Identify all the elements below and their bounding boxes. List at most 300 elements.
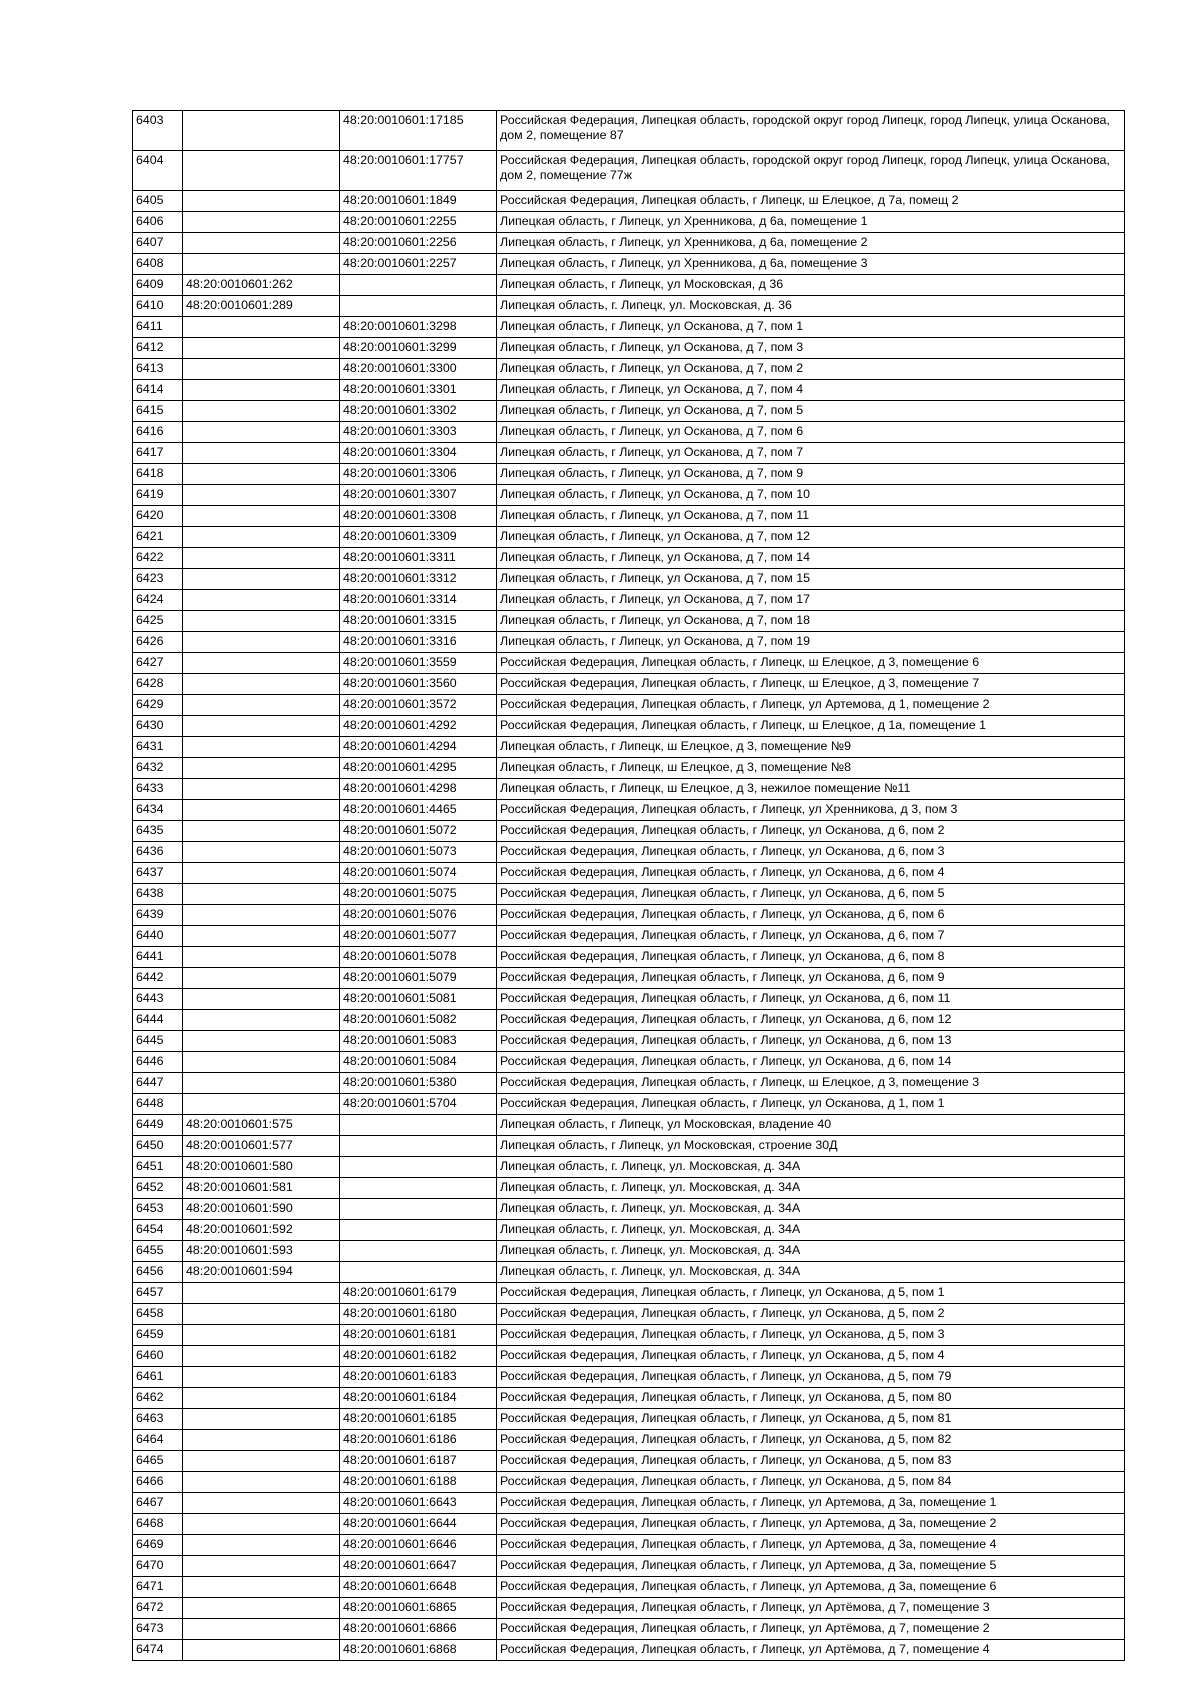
parcel-cadastral-number-cell xyxy=(183,1409,340,1430)
parcel-cadastral-number-cell xyxy=(183,968,340,989)
address-cell: Российская Федерация, Липецкая область, г Липецк, ш Елецкое, д 3, помещение 3 xyxy=(497,1073,1125,1094)
parcel-cadastral-number-cell xyxy=(183,254,340,275)
room-cadastral-number-cell xyxy=(340,296,497,317)
row-number-cell: 6418 xyxy=(133,464,183,485)
table-row xyxy=(133,1220,1125,1241)
address-cell: Российская Федерация, Липецкая область, г Липецк, ул Артёмова, д 7, помещение 2 xyxy=(497,1619,1125,1640)
parcel-cadastral-number-cell xyxy=(183,863,340,884)
parcel-cadastral-number-cell xyxy=(183,317,340,338)
room-cadastral-number-cell: 48:20:0010601:6646 xyxy=(340,1535,497,1556)
parcel-cadastral-number-cell xyxy=(183,989,340,1010)
row-number-cell: 6443 xyxy=(133,989,183,1010)
room-cadastral-number-cell xyxy=(340,1136,497,1157)
parcel-cadastral-number-cell xyxy=(183,233,340,254)
address-cell: Российская Федерация, Липецкая область, г Липецк, ул Осканова, д 5, пом 84 xyxy=(497,1472,1125,1493)
parcel-cadastral-number-cell xyxy=(183,1304,340,1325)
row-number-cell: 6428 xyxy=(133,674,183,695)
parcel-cadastral-number-cell xyxy=(183,1493,340,1514)
table-row xyxy=(133,926,1125,947)
row-number-cell: 6438 xyxy=(133,884,183,905)
address-cell: Российская Федерация, Липецкая область, г Липецк, ул Осканова, д 6, пом 7 xyxy=(497,926,1125,947)
row-number-cell: 6430 xyxy=(133,716,183,737)
row-number-cell: 6453 xyxy=(133,1199,183,1220)
address-cell: Липецкая область, г Липецк, ул Осканова, д 7, пом 3 xyxy=(497,338,1125,359)
row-number-cell: 6411 xyxy=(133,317,183,338)
parcel-cadastral-number-cell xyxy=(183,111,340,151)
row-number-cell: 6458 xyxy=(133,1304,183,1325)
table-row xyxy=(133,233,1125,254)
table-row xyxy=(133,111,1125,151)
address-cell: Российская Федерация, Липецкая область, г Липецк, ул Осканова, д 6, пом 14 xyxy=(497,1052,1125,1073)
row-number-cell: 6441 xyxy=(133,947,183,968)
room-cadastral-number-cell: 48:20:0010601:3306 xyxy=(340,464,497,485)
room-cadastral-number-cell: 48:20:0010601:6187 xyxy=(340,1451,497,1472)
parcel-cadastral-number-cell xyxy=(183,191,340,212)
parcel-cadastral-number-cell xyxy=(183,1010,340,1031)
table-row xyxy=(133,1262,1125,1283)
room-cadastral-number-cell: 48:20:0010601:3559 xyxy=(340,653,497,674)
parcel-cadastral-number-cell xyxy=(183,1514,340,1535)
row-number-cell: 6434 xyxy=(133,800,183,821)
address-cell: Российская Федерация, Липецкая область, г Липецк, ул Осканова, д 6, пом 2 xyxy=(497,821,1125,842)
room-cadastral-number-cell: 48:20:0010601:3312 xyxy=(340,569,497,590)
table-row xyxy=(133,695,1125,716)
table-row xyxy=(133,191,1125,212)
room-cadastral-number-cell: 48:20:0010601:3304 xyxy=(340,443,497,464)
table-row xyxy=(133,1283,1125,1304)
address-cell: Российская Федерация, Липецкая область, г Липецк, ул Артемова, д 3а, помещение 2 xyxy=(497,1514,1125,1535)
table-row xyxy=(133,968,1125,989)
row-number-cell: 6406 xyxy=(133,212,183,233)
room-cadastral-number-cell: 48:20:0010601:3309 xyxy=(340,527,497,548)
room-cadastral-number-cell: 48:20:0010601:4298 xyxy=(340,779,497,800)
row-number-cell: 6466 xyxy=(133,1472,183,1493)
room-cadastral-number-cell: 48:20:0010601:6866 xyxy=(340,1619,497,1640)
parcel-cadastral-number-cell xyxy=(183,1367,340,1388)
room-cadastral-number-cell: 48:20:0010601:5076 xyxy=(340,905,497,926)
room-cadastral-number-cell xyxy=(340,1157,497,1178)
parcel-cadastral-number-cell xyxy=(183,590,340,611)
row-number-cell: 6439 xyxy=(133,905,183,926)
room-cadastral-number-cell: 48:20:0010601:17757 xyxy=(340,151,497,191)
row-number-cell: 6472 xyxy=(133,1598,183,1619)
address-cell: Российская Федерация, Липецкая область, г Липецк, ул Осканова, д 6, пом 13 xyxy=(497,1031,1125,1052)
table-row xyxy=(133,1430,1125,1451)
table-row xyxy=(133,1052,1125,1073)
row-number-cell: 6464 xyxy=(133,1430,183,1451)
address-cell: Российская Федерация, Липецкая область, г Липецк, ул Осканова, д 5, пом 3 xyxy=(497,1325,1125,1346)
address-cell: Липецкая область, г Липецк, ул Осканова, д 7, пом 7 xyxy=(497,443,1125,464)
parcel-cadastral-number-cell xyxy=(183,464,340,485)
row-number-cell: 6426 xyxy=(133,632,183,653)
row-number-cell: 6470 xyxy=(133,1556,183,1577)
address-cell: Российская Федерация, Липецкая область, г Липецк, ул Артемова, д 1, помещение 2 xyxy=(497,695,1125,716)
parcel-cadastral-number-cell xyxy=(183,821,340,842)
room-cadastral-number-cell: 48:20:0010601:3301 xyxy=(340,380,497,401)
address-cell: Российская Федерация, Липецкая область, г Липецк, ул Осканова, д 5, пом 82 xyxy=(497,1430,1125,1451)
parcel-cadastral-number-cell xyxy=(183,212,340,233)
room-cadastral-number-cell xyxy=(340,1199,497,1220)
parcel-cadastral-number-cell: 48:20:0010601:580 xyxy=(183,1157,340,1178)
table-row xyxy=(133,1157,1125,1178)
room-cadastral-number-cell: 48:20:0010601:5704 xyxy=(340,1094,497,1115)
room-cadastral-number-cell xyxy=(340,1262,497,1283)
address-cell: Российская Федерация, Липецкая область, г Липецк, ул Осканова, д 6, пом 12 xyxy=(497,1010,1125,1031)
row-number-cell: 6414 xyxy=(133,380,183,401)
row-number-cell: 6403 xyxy=(133,111,183,151)
room-cadastral-number-cell: 48:20:0010601:4465 xyxy=(340,800,497,821)
address-cell: Российская Федерация, Липецкая область, г Липецк, ул Осканова, д 6, пом 3 xyxy=(497,842,1125,863)
address-cell: Липецкая область, г Липецк, ул Осканова, д 7, пом 11 xyxy=(497,506,1125,527)
row-number-cell: 6436 xyxy=(133,842,183,863)
room-cadastral-number-cell: 48:20:0010601:5077 xyxy=(340,926,497,947)
room-cadastral-number-cell: 48:20:0010601:3560 xyxy=(340,674,497,695)
room-cadastral-number-cell: 48:20:0010601:6182 xyxy=(340,1346,497,1367)
row-number-cell: 6412 xyxy=(133,338,183,359)
address-cell: Российская Федерация, Липецкая область, г Липецк, ул Осканова, д 6, пом 4 xyxy=(497,863,1125,884)
parcel-cadastral-number-cell xyxy=(183,338,340,359)
row-number-cell: 6440 xyxy=(133,926,183,947)
room-cadastral-number-cell: 48:20:0010601:6186 xyxy=(340,1430,497,1451)
room-cadastral-number-cell: 48:20:0010601:3303 xyxy=(340,422,497,443)
parcel-cadastral-number-cell: 48:20:0010601:262 xyxy=(183,275,340,296)
address-cell: Липецкая область, г. Липецк, ул. Московская, д. 34А xyxy=(497,1178,1125,1199)
table-row xyxy=(133,275,1125,296)
address-cell: Липецкая область, г. Липецк, ул. Московская, д. 34А xyxy=(497,1262,1125,1283)
row-number-cell: 6473 xyxy=(133,1619,183,1640)
address-cell: Липецкая область, г Липецк, ул Московская, владение 40 xyxy=(497,1115,1125,1136)
property-table-body xyxy=(133,111,1125,1661)
address-cell: Российская Федерация, Липецкая область, г Липецк, ул Осканова, д 5, пом 1 xyxy=(497,1283,1125,1304)
address-cell: Липецкая область, г Липецк, ш Елецкое, д 3, помещение №9 xyxy=(497,737,1125,758)
room-cadastral-number-cell xyxy=(340,1241,497,1262)
row-number-cell: 6419 xyxy=(133,485,183,506)
parcel-cadastral-number-cell xyxy=(183,1094,340,1115)
table-row xyxy=(133,569,1125,590)
table-row xyxy=(133,1199,1125,1220)
address-cell: Липецкая область, г Липецк, ул Осканова, д 7, пом 17 xyxy=(497,590,1125,611)
row-number-cell: 6409 xyxy=(133,275,183,296)
row-number-cell: 6435 xyxy=(133,821,183,842)
room-cadastral-number-cell: 48:20:0010601:6644 xyxy=(340,1514,497,1535)
room-cadastral-number-cell: 48:20:0010601:5072 xyxy=(340,821,497,842)
address-cell: Российская Федерация, Липецкая область, г Липецк, ул Осканова, д 5, пом 4 xyxy=(497,1346,1125,1367)
address-cell: Липецкая область, г Липецк, ул Осканова, д 7, пом 15 xyxy=(497,569,1125,590)
row-number-cell: 6407 xyxy=(133,233,183,254)
table-row xyxy=(133,611,1125,632)
row-number-cell: 6450 xyxy=(133,1136,183,1157)
address-cell: Российская Федерация, Липецкая область, г Липецк, ш Елецкое, д 3, помещение 6 xyxy=(497,653,1125,674)
room-cadastral-number-cell: 48:20:0010601:4294 xyxy=(340,737,497,758)
table-row xyxy=(133,1640,1125,1661)
parcel-cadastral-number-cell xyxy=(183,1535,340,1556)
parcel-cadastral-number-cell: 48:20:0010601:590 xyxy=(183,1199,340,1220)
address-cell: Липецкая область, г. Липецк, ул. Московская, д. 34А xyxy=(497,1220,1125,1241)
parcel-cadastral-number-cell: 48:20:0010601:592 xyxy=(183,1220,340,1241)
parcel-cadastral-number-cell xyxy=(183,1619,340,1640)
row-number-cell: 6456 xyxy=(133,1262,183,1283)
parcel-cadastral-number-cell xyxy=(183,1388,340,1409)
address-cell: Липецкая область, г Липецк, ул Хренникова, д 6а, помещение 3 xyxy=(497,254,1125,275)
parcel-cadastral-number-cell xyxy=(183,653,340,674)
address-cell: Липецкая область, г Липецк, ул Осканова, д 7, пом 9 xyxy=(497,464,1125,485)
address-cell: Российская Федерация, Липецкая область, г Липецк, ул Осканова, д 5, пом 80 xyxy=(497,1388,1125,1409)
room-cadastral-number-cell: 48:20:0010601:3307 xyxy=(340,485,497,506)
parcel-cadastral-number-cell xyxy=(183,1430,340,1451)
room-cadastral-number-cell: 48:20:0010601:6648 xyxy=(340,1577,497,1598)
table-row xyxy=(133,737,1125,758)
table-row xyxy=(133,212,1125,233)
parcel-cadastral-number-cell xyxy=(183,443,340,464)
room-cadastral-number-cell xyxy=(340,1220,497,1241)
parcel-cadastral-number-cell xyxy=(183,401,340,422)
row-number-cell: 6421 xyxy=(133,527,183,548)
parcel-cadastral-number-cell xyxy=(183,506,340,527)
address-cell: Российская Федерация, Липецкая область, г Липецк, ул Осканова, д 5, пом 81 xyxy=(497,1409,1125,1430)
table-row xyxy=(133,1388,1125,1409)
address-cell: Российская Федерация, Липецкая область, г Липецк, ш Елецкое, д 1а, помещение 1 xyxy=(497,716,1125,737)
address-cell: Российская Федерация, Липецкая область, г Липецк, ул Артёмова, д 7, помещение 4 xyxy=(497,1640,1125,1661)
parcel-cadastral-number-cell xyxy=(183,611,340,632)
parcel-cadastral-number-cell xyxy=(183,422,340,443)
table-row xyxy=(133,1577,1125,1598)
table-row xyxy=(133,1031,1125,1052)
table-row xyxy=(133,338,1125,359)
row-number-cell: 6455 xyxy=(133,1241,183,1262)
address-cell: Липецкая область, г Липецк, ул Осканова, д 7, пом 12 xyxy=(497,527,1125,548)
room-cadastral-number-cell: 48:20:0010601:2256 xyxy=(340,233,497,254)
row-number-cell: 6427 xyxy=(133,653,183,674)
parcel-cadastral-number-cell xyxy=(183,359,340,380)
parcel-cadastral-number-cell: 48:20:0010601:594 xyxy=(183,1262,340,1283)
row-number-cell: 6405 xyxy=(133,191,183,212)
table-row xyxy=(133,590,1125,611)
room-cadastral-number-cell xyxy=(340,275,497,296)
room-cadastral-number-cell: 48:20:0010601:17185 xyxy=(340,111,497,151)
address-cell: Липецкая область, г Липецк, ул Осканова, д 7, пом 5 xyxy=(497,401,1125,422)
address-cell: Российская Федерация, Липецкая область, г Липецк, ул Осканова, д 5, пом 79 xyxy=(497,1367,1125,1388)
parcel-cadastral-number-cell xyxy=(183,1283,340,1304)
address-cell: Российская Федерация, Липецкая область, г Липецк, ул Осканова, д 6, пом 9 xyxy=(497,968,1125,989)
row-number-cell: 6416 xyxy=(133,422,183,443)
row-number-cell: 6449 xyxy=(133,1115,183,1136)
table-row xyxy=(133,632,1125,653)
room-cadastral-number-cell: 48:20:0010601:5074 xyxy=(340,863,497,884)
row-number-cell: 6437 xyxy=(133,863,183,884)
row-number-cell: 6452 xyxy=(133,1178,183,1199)
address-cell: Российская Федерация, Липецкая область, г Липецк, ул Осканова, д 6, пом 8 xyxy=(497,947,1125,968)
table-row xyxy=(133,359,1125,380)
table-row xyxy=(133,905,1125,926)
parcel-cadastral-number-cell xyxy=(183,1556,340,1577)
table-row xyxy=(133,254,1125,275)
table-row xyxy=(133,1619,1125,1640)
room-cadastral-number-cell: 48:20:0010601:1849 xyxy=(340,191,497,212)
address-cell: Липецкая область, г Липецк, ул Осканова, д 7, пом 10 xyxy=(497,485,1125,506)
row-number-cell: 6467 xyxy=(133,1493,183,1514)
address-cell: Липецкая область, г Липецк, ш Елецкое, д 3, помещение №8 xyxy=(497,758,1125,779)
row-number-cell: 6420 xyxy=(133,506,183,527)
parcel-cadastral-number-cell xyxy=(183,926,340,947)
room-cadastral-number-cell: 48:20:0010601:3308 xyxy=(340,506,497,527)
parcel-cadastral-number-cell xyxy=(183,674,340,695)
address-cell: Липецкая область, г. Липецк, ул. Московская, д. 34А xyxy=(497,1241,1125,1262)
table-row xyxy=(133,821,1125,842)
table-row xyxy=(133,1094,1125,1115)
room-cadastral-number-cell: 48:20:0010601:2255 xyxy=(340,212,497,233)
table-row xyxy=(133,716,1125,737)
table-row xyxy=(133,506,1125,527)
row-number-cell: 6471 xyxy=(133,1577,183,1598)
address-cell: Российская Федерация, Липецкая область, г Липецк, ул Осканова, д 1, пом 1 xyxy=(497,1094,1125,1115)
address-cell: Российская Федерация, Липецкая область, г Липецк, ул Осканова, д 6, пом 11 xyxy=(497,989,1125,1010)
table-row xyxy=(133,1409,1125,1430)
row-number-cell: 6451 xyxy=(133,1157,183,1178)
parcel-cadastral-number-cell xyxy=(183,800,340,821)
room-cadastral-number-cell: 48:20:0010601:6188 xyxy=(340,1472,497,1493)
room-cadastral-number-cell: 48:20:0010601:6868 xyxy=(340,1640,497,1661)
row-number-cell: 6433 xyxy=(133,779,183,800)
row-number-cell: 6462 xyxy=(133,1388,183,1409)
room-cadastral-number-cell: 48:20:0010601:6865 xyxy=(340,1598,497,1619)
address-cell: Российская Федерация, Липецкая область, г Липецк, ул Артемова, д 3а, помещение 5 xyxy=(497,1556,1125,1577)
room-cadastral-number-cell: 48:20:0010601:2257 xyxy=(340,254,497,275)
table-row xyxy=(133,548,1125,569)
address-cell: Липецкая область, г Липецк, ул Московская, строение 30Д xyxy=(497,1136,1125,1157)
address-cell: Российская Федерация, Липецкая область, г Липецк, ул Артемова, д 3а, помещение 1 xyxy=(497,1493,1125,1514)
table-row xyxy=(133,1472,1125,1493)
row-number-cell: 6417 xyxy=(133,443,183,464)
row-number-cell: 6446 xyxy=(133,1052,183,1073)
parcel-cadastral-number-cell xyxy=(183,884,340,905)
parcel-cadastral-number-cell: 48:20:0010601:581 xyxy=(183,1178,340,1199)
row-number-cell: 6445 xyxy=(133,1031,183,1052)
row-number-cell: 6460 xyxy=(133,1346,183,1367)
parcel-cadastral-number-cell xyxy=(183,947,340,968)
room-cadastral-number-cell: 48:20:0010601:5380 xyxy=(340,1073,497,1094)
table-row xyxy=(133,884,1125,905)
parcel-cadastral-number-cell xyxy=(183,779,340,800)
parcel-cadastral-number-cell: 48:20:0010601:289 xyxy=(183,296,340,317)
parcel-cadastral-number-cell xyxy=(183,151,340,191)
address-cell: Российская Федерация, Липецкая область, городской округ город Липецк, город Липецк, улица Осканова, дом 2, помещение 87 xyxy=(497,111,1125,151)
parcel-cadastral-number-cell xyxy=(183,716,340,737)
table-row xyxy=(133,527,1125,548)
room-cadastral-number-cell: 48:20:0010601:6184 xyxy=(340,1388,497,1409)
parcel-cadastral-number-cell xyxy=(183,842,340,863)
table-row xyxy=(133,863,1125,884)
room-cadastral-number-cell: 48:20:0010601:3572 xyxy=(340,695,497,716)
address-cell: Липецкая область, г Липецк, ул Хренникова, д 6а, помещение 1 xyxy=(497,212,1125,233)
table-row xyxy=(133,989,1125,1010)
address-cell: Липецкая область, г Липецк, ул Осканова, д 7, пом 2 xyxy=(497,359,1125,380)
parcel-cadastral-number-cell xyxy=(183,1073,340,1094)
parcel-cadastral-number-cell xyxy=(183,1472,340,1493)
table-row xyxy=(133,758,1125,779)
row-number-cell: 6463 xyxy=(133,1409,183,1430)
address-cell: Российская Федерация, Липецкая область, г Липецк, ул Хренникова, д 3, пом 3 xyxy=(497,800,1125,821)
table-row xyxy=(133,653,1125,674)
address-cell: Российская Федерация, Липецкая область, г Липецк, ш Елецкое, д 7а, помещ 2 xyxy=(497,191,1125,212)
table-row xyxy=(133,1178,1125,1199)
parcel-cadastral-number-cell: 48:20:0010601:575 xyxy=(183,1115,340,1136)
room-cadastral-number-cell xyxy=(340,1178,497,1199)
room-cadastral-number-cell: 48:20:0010601:3311 xyxy=(340,548,497,569)
parcel-cadastral-number-cell xyxy=(183,1052,340,1073)
row-number-cell: 6457 xyxy=(133,1283,183,1304)
table-row xyxy=(133,674,1125,695)
table-row xyxy=(133,800,1125,821)
parcel-cadastral-number-cell xyxy=(183,1325,340,1346)
table-row xyxy=(133,1010,1125,1031)
room-cadastral-number-cell: 48:20:0010601:4295 xyxy=(340,758,497,779)
address-cell: Российская Федерация, Липецкая область, г Липецк, ул Артемова, д 3а, помещение 4 xyxy=(497,1535,1125,1556)
room-cadastral-number-cell: 48:20:0010601:4292 xyxy=(340,716,497,737)
table-row xyxy=(133,422,1125,443)
row-number-cell: 6444 xyxy=(133,1010,183,1031)
row-number-cell: 6424 xyxy=(133,590,183,611)
address-cell: Липецкая область, г Липецк, ул Осканова, д 7, пом 1 xyxy=(497,317,1125,338)
address-cell: Липецкая область, г Липецк, ул Осканова, д 7, пом 4 xyxy=(497,380,1125,401)
row-number-cell: 6423 xyxy=(133,569,183,590)
row-number-cell: 6465 xyxy=(133,1451,183,1472)
room-cadastral-number-cell: 48:20:0010601:6183 xyxy=(340,1367,497,1388)
room-cadastral-number-cell: 48:20:0010601:5073 xyxy=(340,842,497,863)
parcel-cadastral-number-cell xyxy=(183,1031,340,1052)
table-row xyxy=(133,380,1125,401)
parcel-cadastral-number-cell xyxy=(183,695,340,716)
table-row xyxy=(133,443,1125,464)
table-row xyxy=(133,151,1125,191)
parcel-cadastral-number-cell: 48:20:0010601:593 xyxy=(183,1241,340,1262)
room-cadastral-number-cell: 48:20:0010601:5075 xyxy=(340,884,497,905)
parcel-cadastral-number-cell xyxy=(183,485,340,506)
row-number-cell: 6432 xyxy=(133,758,183,779)
address-cell: Российская Федерация, Липецкая область, городской округ город Липецк, город Липецк, улица Осканова, дом 2, помещение 77ж xyxy=(497,151,1125,191)
room-cadastral-number-cell: 48:20:0010601:5082 xyxy=(340,1010,497,1031)
row-number-cell: 6425 xyxy=(133,611,183,632)
room-cadastral-number-cell: 48:20:0010601:3315 xyxy=(340,611,497,632)
table-row xyxy=(133,1493,1125,1514)
table-row xyxy=(133,1556,1125,1577)
address-cell: Липецкая область, г Липецк, ул Осканова, д 7, пом 14 xyxy=(497,548,1125,569)
address-cell: Липецкая область, г Липецк, ул Осканова, д 7, пом 18 xyxy=(497,611,1125,632)
table-row xyxy=(133,842,1125,863)
room-cadastral-number-cell: 48:20:0010601:6643 xyxy=(340,1493,497,1514)
address-cell: Российская Федерация, Липецкая область, г Липецк, ул Осканова, д 6, пом 5 xyxy=(497,884,1125,905)
parcel-cadastral-number-cell xyxy=(183,548,340,569)
address-cell: Российская Федерация, Липецкая область, г Липецк, ш Елецкое, д 3, помещение 7 xyxy=(497,674,1125,695)
address-cell: Липецкая область, г. Липецк, ул. Московская, д. 34А xyxy=(497,1199,1125,1220)
room-cadastral-number-cell xyxy=(340,1115,497,1136)
room-cadastral-number-cell: 48:20:0010601:3302 xyxy=(340,401,497,422)
room-cadastral-number-cell: 48:20:0010601:6180 xyxy=(340,1304,497,1325)
table-row xyxy=(133,1367,1125,1388)
property-table xyxy=(132,110,1125,1661)
room-cadastral-number-cell: 48:20:0010601:3300 xyxy=(340,359,497,380)
table-row xyxy=(133,1304,1125,1325)
row-number-cell: 6415 xyxy=(133,401,183,422)
table-row xyxy=(133,1115,1125,1136)
room-cadastral-number-cell: 48:20:0010601:3314 xyxy=(340,590,497,611)
room-cadastral-number-cell: 48:20:0010601:6647 xyxy=(340,1556,497,1577)
table-row xyxy=(133,947,1125,968)
row-number-cell: 6442 xyxy=(133,968,183,989)
parcel-cadastral-number-cell xyxy=(183,527,340,548)
address-cell: Российская Федерация, Липецкая область, г Липецк, ул Артёмова, д 7, помещение 3 xyxy=(497,1598,1125,1619)
row-number-cell: 6431 xyxy=(133,737,183,758)
table-row xyxy=(133,1241,1125,1262)
